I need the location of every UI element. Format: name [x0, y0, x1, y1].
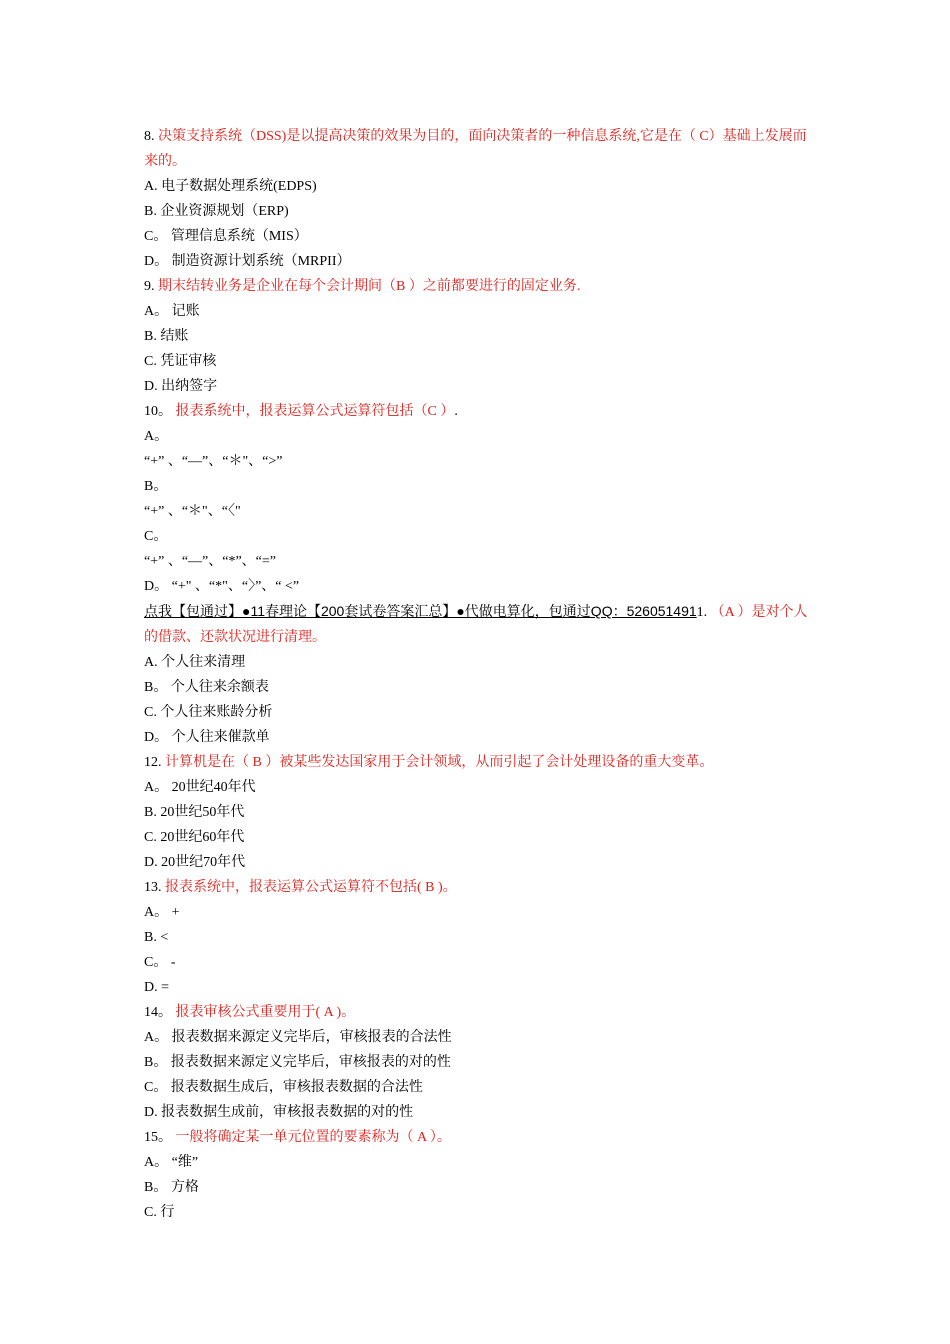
option: B. 企业资源规划（ERP): [144, 204, 289, 219]
question-number: 8.: [144, 129, 158, 144]
question-text: 报表系统中，报表运算公式运算符不包括( B )。: [165, 880, 457, 895]
option: C。: [144, 529, 168, 544]
option: B。 个人往来余额表: [144, 680, 269, 695]
question-13: [144, 875, 814, 900]
option: D. 报表数据生成前，审核报表数据的对的性: [144, 1105, 414, 1120]
option: C. 行: [144, 1205, 175, 1220]
question-number: 13.: [144, 880, 165, 895]
question-text: （A ）是对个人的借款、还款状况进行清理。: [144, 605, 808, 645]
question-number: 10。: [144, 404, 176, 419]
question-number: 14。: [144, 1005, 176, 1020]
option-detail: “+” 、“—”、“＊"、“>”: [144, 454, 283, 469]
question-text: 一般将确定某一单元位置的要素称为（ A ）。: [175, 1130, 451, 1145]
option: A. 个人往来清理: [144, 655, 246, 670]
option: C. 个人往来账龄分析: [144, 705, 273, 720]
option: C. 凭证审核: [144, 354, 217, 369]
question-10: [144, 399, 814, 424]
question-14: [144, 1000, 814, 1025]
question-number: 15。: [144, 1130, 176, 1145]
question-text: 期末结转业务是企业在每个会计期间（B ）之前都要进行的固定业务.: [158, 279, 581, 294]
question-tail: .: [454, 404, 458, 419]
option: C。 报表数据生成后，审核报表数据的合法性: [144, 1080, 423, 1095]
question-9: [144, 274, 814, 299]
option-detail: “+” 、“—”、“*”、“=”: [144, 554, 277, 569]
question-text: 报表审核公式重要用于( A )。: [175, 1005, 356, 1020]
option: B。 方格: [144, 1180, 199, 1195]
question-8: [144, 124, 814, 174]
ad-link[interactable]: 点我【包通过】●11春理论【200套试卷答案汇总】●代做电算化，包通过QQ：526051491: [144, 603, 697, 619]
question-number: 1.: [696, 605, 711, 620]
option: D。 个人往来催款单: [144, 730, 270, 745]
option: A。 记账: [144, 304, 200, 319]
option: A。: [144, 429, 169, 444]
option: B. 结账: [144, 329, 189, 344]
option: D. =: [144, 980, 170, 995]
question-text: 报表系统中，报表运算公式运算符包括（C ）: [175, 404, 455, 419]
option-detail: “+” 、“＊"、“〈": [144, 504, 241, 519]
option: D。 “+" 、“*"、“〉”、“ <”: [144, 579, 300, 594]
document-page: [144, 124, 814, 1225]
option: D. 出纳签字: [144, 379, 218, 394]
option: D。 制造资源计划系统（MRPII）: [144, 254, 351, 269]
option: B. 20世纪50年代: [144, 805, 245, 820]
option: C。 -: [144, 955, 176, 970]
option: C. 20世纪60年代: [144, 830, 245, 845]
question-text: 决策支持系统（DSS)是以提高决策的效果为目的，面向决策者的一种信息系统,它是在（ C）基础上发展而来的。: [144, 129, 807, 169]
question-number: 9.: [144, 279, 158, 294]
question-12: [144, 750, 814, 775]
option: A. 电子数据处理系统(EDPS): [144, 179, 317, 194]
question-text: 计算机是在（ B ）被某些发达国家用于会计领域，从而引起了会计处理设备的重大变革。: [165, 755, 714, 770]
option: B。: [144, 479, 168, 494]
option: C。 管理信息系统（MIS）: [144, 229, 308, 244]
question-11: [144, 599, 814, 650]
option: D. 20世纪70年代: [144, 855, 246, 870]
option: A。 报表数据来源定义完毕后，审核报表的合法性: [144, 1030, 452, 1045]
option: B. <: [144, 930, 169, 945]
option: B。 报表数据来源定义完毕后，审核报表的对的性: [144, 1055, 451, 1070]
option: A。 20世纪40年代: [144, 780, 256, 795]
option: A。 +: [144, 905, 180, 920]
question-15: [144, 1125, 814, 1150]
question-number: 12.: [144, 755, 165, 770]
option: A。 “维”: [144, 1155, 199, 1170]
